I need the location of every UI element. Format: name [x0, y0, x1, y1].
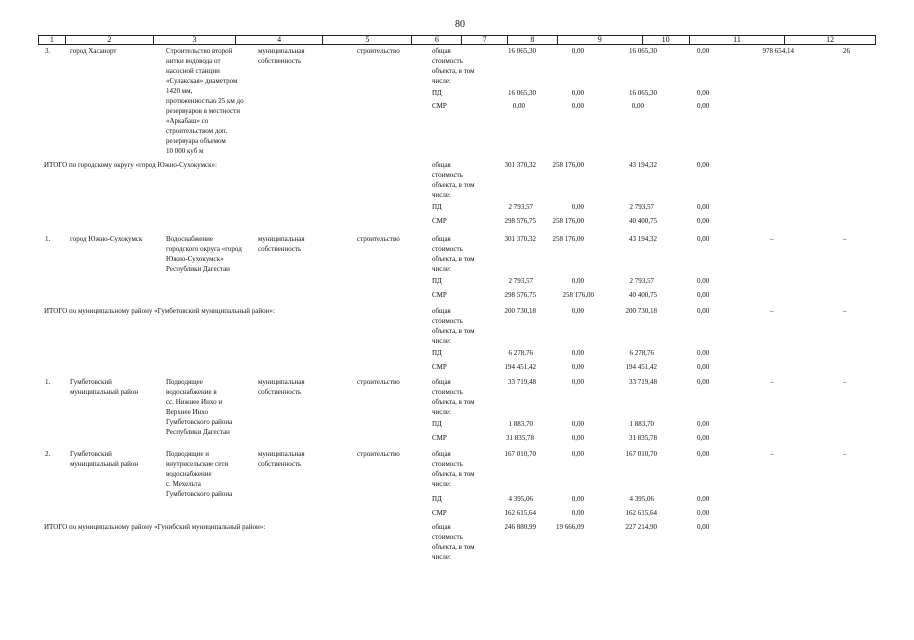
value-col10: 0,00	[697, 495, 710, 503]
row-description: Подводящие и внутрисельские сети водоснабжение с. Мехельта Гумбетовского района	[166, 450, 233, 498]
column-number-header	[38, 35, 876, 45]
value-col12: –	[843, 378, 847, 386]
value-col7: 301 370,32	[504, 235, 536, 243]
value-col8: 258 176,00	[562, 291, 594, 299]
value-col7: 167 010,70	[504, 450, 536, 458]
value-col9: 16 065,30	[629, 47, 657, 55]
value-col9: 162 615,64	[625, 509, 657, 517]
value-col8: 0,00	[571, 420, 584, 428]
value-col8: 0,00	[571, 450, 584, 458]
value-col7: 298 576,75	[504, 217, 536, 225]
value-col9: 40 400,75	[629, 291, 657, 299]
value-col7: 16 065,30	[508, 89, 536, 97]
value-col7: 6 278,76	[508, 349, 533, 357]
row-work-type: строительство	[357, 378, 400, 386]
value-col8: 0,00	[571, 47, 584, 55]
value-col9: 167 010,70	[625, 450, 657, 458]
value-col7: 1 883,70	[508, 420, 533, 428]
value-col12: –	[843, 235, 847, 243]
subtotal-label: ИТОГО по муниципальному району «Гумбетовский муниципальный район»:	[44, 307, 275, 315]
value-col7: 31 835,78	[506, 434, 534, 442]
subtotal-label: ИТОГО по муниципальному району «Гунибский муниципальный район»:	[44, 523, 266, 531]
column-number: 11	[690, 36, 785, 44]
row-cost-type: общая стоимость объекта, в том числе:	[432, 523, 475, 561]
column-number: 3	[154, 36, 236, 44]
value-col10: 0,00	[697, 277, 710, 285]
row-place: Гумбетовский муниципальный район	[70, 450, 139, 468]
value-col10: 0,00	[697, 378, 710, 386]
value-col10: 0,00	[697, 89, 710, 97]
value-col8: 258 176,00	[552, 161, 584, 169]
smr-label: СМР	[432, 434, 447, 442]
row-number: 2.	[45, 450, 51, 458]
value-col9: 6 278,76	[629, 349, 654, 357]
pd-label: ПД	[432, 89, 442, 97]
row-number: 1.	[45, 235, 51, 243]
column-number: 10	[643, 36, 690, 44]
value-col10: 0,00	[697, 235, 710, 243]
value-col7: 298 576,75	[504, 291, 536, 299]
value-col10: 0,00	[697, 420, 710, 428]
value-col10: 0,00	[697, 434, 710, 442]
value-col8: 0,00	[571, 378, 584, 386]
value-col9: 40 400,75	[629, 217, 657, 225]
row-ownership: муниципальная собственность	[258, 378, 305, 396]
value-col8: 0,00	[571, 349, 584, 357]
value-col8: 0,00	[571, 89, 584, 97]
row-place: город Хасанорт	[70, 47, 117, 55]
pd-label: ПД	[432, 495, 442, 503]
value-col10: 0,00	[697, 102, 710, 110]
row-cost-type: общая стоимость объекта, в том числе:	[432, 450, 475, 488]
value-col12: –	[843, 307, 847, 315]
row-work-type: строительство	[357, 235, 400, 243]
value-col9: 194 451,42	[625, 363, 657, 371]
value-col8: 0,00	[571, 509, 584, 517]
pd-label: ПД	[432, 277, 442, 285]
row-cost-type: общая стоимость объекта, в том числе:	[432, 235, 475, 273]
value-col11: –	[770, 378, 774, 386]
row-ownership: муниципальная собственность	[258, 47, 305, 65]
value-col9: 2 793,57	[629, 203, 654, 211]
value-col9: 31 835,78	[629, 434, 657, 442]
column-number: 8	[508, 36, 558, 44]
value-col11: 978 654,14	[762, 47, 794, 55]
value-col9: 200 730,18	[625, 307, 657, 315]
value-col8: 19 666,09	[556, 523, 584, 531]
value-col9: 43 194,32	[629, 161, 657, 169]
row-work-type: строительство	[357, 450, 400, 458]
value-col8: 0,00	[571, 495, 584, 503]
value-col10: 0,00	[697, 217, 710, 225]
value-col10: 0,00	[697, 161, 710, 169]
value-col8: 0,00	[571, 277, 584, 285]
row-number: 3.	[45, 47, 51, 55]
value-col11: –	[770, 450, 774, 458]
subtotal-label: ИТОГО по городскому округу «город Южно-Сухокумск»:	[44, 161, 217, 169]
value-col9: 43 194,32	[629, 235, 657, 243]
pd-label: ПД	[432, 349, 442, 357]
value-col7: 246 880,99	[504, 523, 536, 531]
value-col10: 0,00	[697, 523, 710, 531]
row-cost-type: общая стоимость объекта, в том числе:	[432, 378, 475, 416]
value-col9: 0,00	[631, 102, 644, 110]
column-number: 6	[412, 36, 462, 44]
value-col10: 0,00	[697, 47, 710, 55]
row-ownership: муниципальная собственность	[258, 235, 305, 253]
smr-label: СМР	[432, 291, 447, 299]
value-col7: 4 395,06	[508, 495, 533, 503]
value-col9: 4 395,06	[629, 495, 654, 503]
value-col7: 0,00	[512, 102, 525, 110]
value-col7: 2 793,57	[508, 277, 533, 285]
value-col9: 1 883,70	[629, 420, 654, 428]
smr-label: СМР	[432, 102, 447, 110]
row-cost-type: общая стоимость объекта, в том числе:	[432, 47, 475, 85]
column-number: 1	[39, 36, 66, 44]
value-col11: –	[770, 307, 774, 315]
value-col7: 16 065,30	[508, 47, 536, 55]
value-col12: –	[843, 450, 847, 458]
smr-label: СМР	[432, 509, 447, 517]
value-col7: 301 370,32	[504, 161, 536, 169]
value-col7: 200 730,18	[504, 307, 536, 315]
smr-label: СМР	[432, 217, 447, 225]
row-work-type: строительство	[357, 47, 400, 55]
value-col8: 0,00	[571, 203, 584, 211]
value-col10: 0,00	[697, 509, 710, 517]
value-col10: 0,00	[697, 307, 710, 315]
row-ownership: муниципальная собственность	[258, 450, 305, 468]
value-col9: 33 719,48	[629, 378, 657, 386]
column-number: 5	[323, 36, 412, 44]
column-number: 7	[462, 36, 508, 44]
value-col11: –	[770, 235, 774, 243]
pd-label: ПД	[432, 420, 442, 428]
value-col8: 0,00	[571, 363, 584, 371]
page-number: 80	[455, 19, 465, 30]
row-place: город Южно-Сухокумск	[70, 235, 143, 243]
value-col10: 0,00	[697, 349, 710, 357]
row-description: Строительство второй нитки водовода от насосной станции «Сулакская» диаметром 1420 мм, протяженностью 25 км до резервуаров в местности «Аркабаш» со строительством доп. резервуара объемом 10 000 куб м	[166, 47, 244, 155]
row-description: Водоснабжение городского округа «город Южно-Сухокумск» Республики Дагестан	[166, 235, 242, 273]
value-col8: 0,00	[571, 102, 584, 110]
value-col8: 258 176,00	[552, 235, 584, 243]
row-description: Подводящее водоснабжение в сс. Нижнее Инхо и Верхнее Инхо Гумбетовского района Республики Дагестан	[166, 378, 233, 436]
value-col8: 0,00	[571, 434, 584, 442]
value-col7: 2 793,57	[508, 203, 533, 211]
value-col7: 194 451,42	[504, 363, 536, 371]
value-col12: 26	[843, 47, 850, 55]
value-col8: 0,00	[571, 307, 584, 315]
value-col7: 33 719,48	[508, 378, 536, 386]
column-number: 4	[236, 36, 323, 44]
row-place: Гумбетовский муниципальный район	[70, 378, 139, 396]
column-number: 9	[558, 36, 643, 44]
value-col7: 162 615,64	[504, 509, 536, 517]
row-cost-type: общая стоимость объекта, в том числе:	[432, 161, 475, 199]
column-number: 2	[66, 36, 154, 44]
row-cost-type: общая стоимость объекта, в том числе:	[432, 307, 475, 345]
value-col10: 0,00	[697, 450, 710, 458]
value-col9: 16 065,30	[629, 89, 657, 97]
value-col10: 0,00	[697, 291, 710, 299]
smr-label: СМР	[432, 363, 447, 371]
value-col9: 227 214,90	[625, 523, 657, 531]
value-col10: 0,00	[697, 363, 710, 371]
value-col10: 0,00	[697, 203, 710, 211]
row-number: 1.	[45, 378, 51, 386]
value-col9: 2 793,57	[629, 277, 654, 285]
value-col8: 258 176,00	[552, 217, 584, 225]
pd-label: ПД	[432, 203, 442, 211]
column-number: 12	[826, 35, 835, 44]
